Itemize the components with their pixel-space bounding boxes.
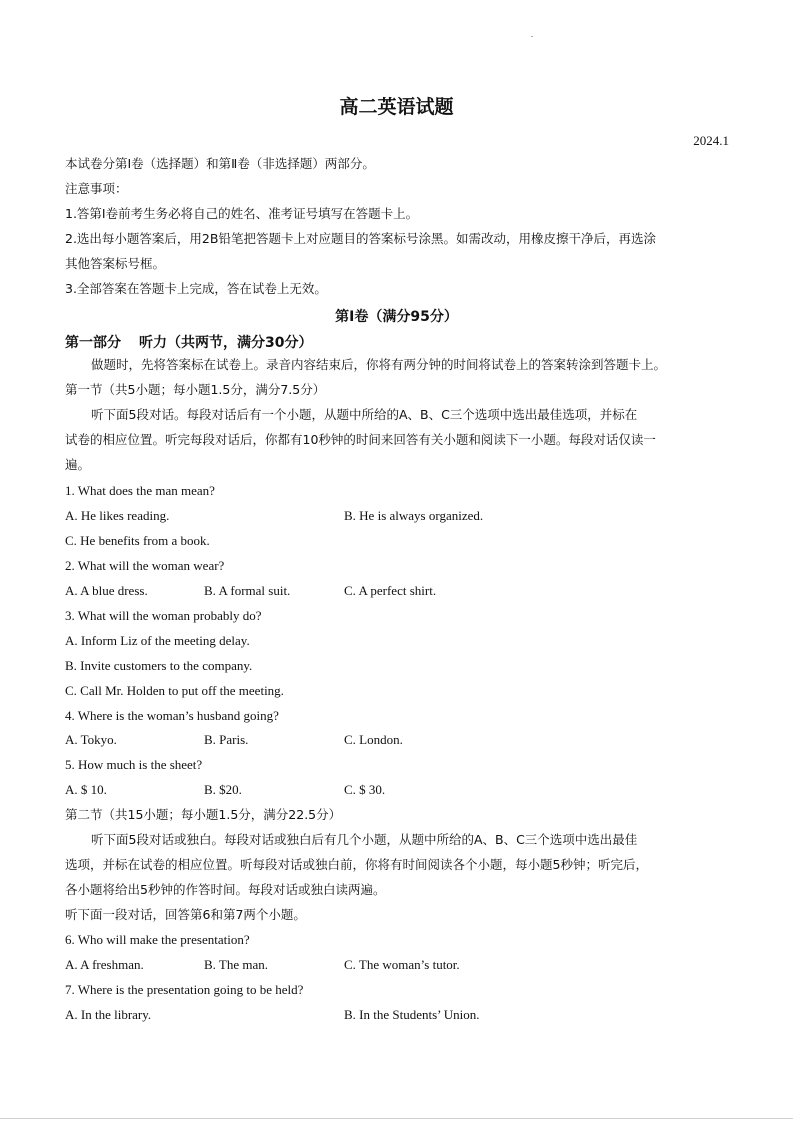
intro-line: 本试卷分第Ⅰ卷（选择题）和第Ⅱ卷（非选择题）两部分。 (65, 156, 375, 171)
q6-option-c: C. The woman’s tutor. (344, 957, 460, 972)
q6-option-a: A. A freshman. (65, 957, 144, 972)
q5-option-c: C. $ 30. (344, 782, 386, 797)
notice-item-2-cont: 其他答案标号框。 (65, 256, 166, 271)
q2-option-a: A. A blue dress. (65, 583, 148, 598)
section1-instruction: 听下面5段对话。每段对话后有一个小题，从题中所给的A、B、C三个选项中选出最佳选项，并标在 (91, 407, 638, 422)
q6-option-b: B. The man. (204, 957, 269, 972)
part-heading (65, 332, 312, 352)
q3-option-a: A. Inform Liz of the meeting delay. (65, 633, 250, 648)
q7-option-b: B. In the Students’ Union. (344, 1007, 480, 1022)
question-7: 7. Where is the presentation going to be held? (65, 982, 304, 997)
part-name: 第一部分 (65, 335, 121, 351)
q2-option-b: B. A formal suit. (204, 583, 291, 598)
section2-heading: 第二节（共15小题；每小题1.5分，满分22.5分） (65, 807, 342, 822)
question-4: 4. Where is the woman’s husband going? (65, 708, 279, 723)
notice-item-2: 2.选出每小题答案后，用2B铅笔把答题卡上对应题目的答案标号涂黑。如需改动，用橡皮擦干净后，再选涂 (65, 231, 656, 246)
q3-option-c: C. Call Mr. Holden to put off the meeting. (65, 683, 284, 698)
notice-item-3: 3.全部答案在答题卡上完成，答在试卷上无效。 (65, 281, 327, 296)
section2-instruction: 听下面5段对话或独白。每段对话或独白后有几个小题，从题中所给的A、B、C三个选项中选出最佳 (91, 832, 638, 847)
scan-mark (531, 36, 533, 37)
dialogue-instruction: 听下面一段对话，回答第6和第7两个小题。 (65, 907, 306, 922)
q5-option-a: A. $ 10. (65, 782, 107, 797)
q3-option-b: B. Invite customers to the company. (65, 658, 253, 673)
q1-option-a: A. He likes reading. (65, 508, 170, 523)
part-instruction: 做题时，先将答案标在试卷上。录音内容结束后，你将有两分钟的时间将试卷上的答案转涂到答题卡上。 (91, 357, 667, 372)
section2-instruction-cont: 选项，并标在试卷的相应位置。听每段对话或独白前，你将有时间阅读各个小题，每小题5秒钟；听完后， (65, 857, 648, 872)
page-bottom-rule (0, 1118, 793, 1119)
question-1: 1. What does the man mean? (65, 483, 215, 498)
notice-item-1: 1.答第Ⅰ卷前考生务必将自己的姓名、准考证号填写在答题卡上。 (65, 206, 419, 221)
section1-instruction-end: 遍。 (65, 457, 91, 472)
exam-title: 高二英语试题 (339, 96, 454, 118)
section2-instruction-end: 各小题将给出5秒钟的作答时间。每段对话或独白读两遍。 (65, 882, 386, 897)
q7-option-a: A. In the library. (65, 1007, 152, 1022)
part-desc: 听力（共两节，满分30分） (139, 335, 313, 351)
q5-option-b: B. $20. (204, 782, 242, 797)
section1-heading: 第一节（共5小题；每小题1.5分，满分7.5分） (65, 382, 326, 397)
q4-option-c: C. London. (344, 732, 403, 747)
question-6: 6. Who will make the presentation? (65, 932, 250, 947)
q2-option-c: C. A perfect shirt. (344, 583, 437, 598)
volume-title: 第Ⅰ卷（满分95分） (335, 309, 458, 325)
notice-title: 注意事项： (65, 181, 128, 196)
question-3: 3. What will the woman probably do? (65, 608, 262, 623)
q1-option-c: C. He benefits from a book. (65, 533, 210, 548)
section1-instruction-cont: 试卷的相应位置。听完每段对话后，你都有10秒钟的时间来回答有关小题和阅读下一小题。每段对话仅读一 (65, 432, 656, 447)
question-5: 5. How much is the sheet? (65, 757, 203, 772)
exam-date: 2024.1 (693, 133, 729, 148)
q4-option-a: A. Tokyo. (65, 732, 117, 747)
question-2: 2. What will the woman wear? (65, 558, 225, 573)
q4-option-b: B. Paris. (204, 732, 249, 747)
q1-option-b: B. He is always organized. (344, 508, 484, 523)
